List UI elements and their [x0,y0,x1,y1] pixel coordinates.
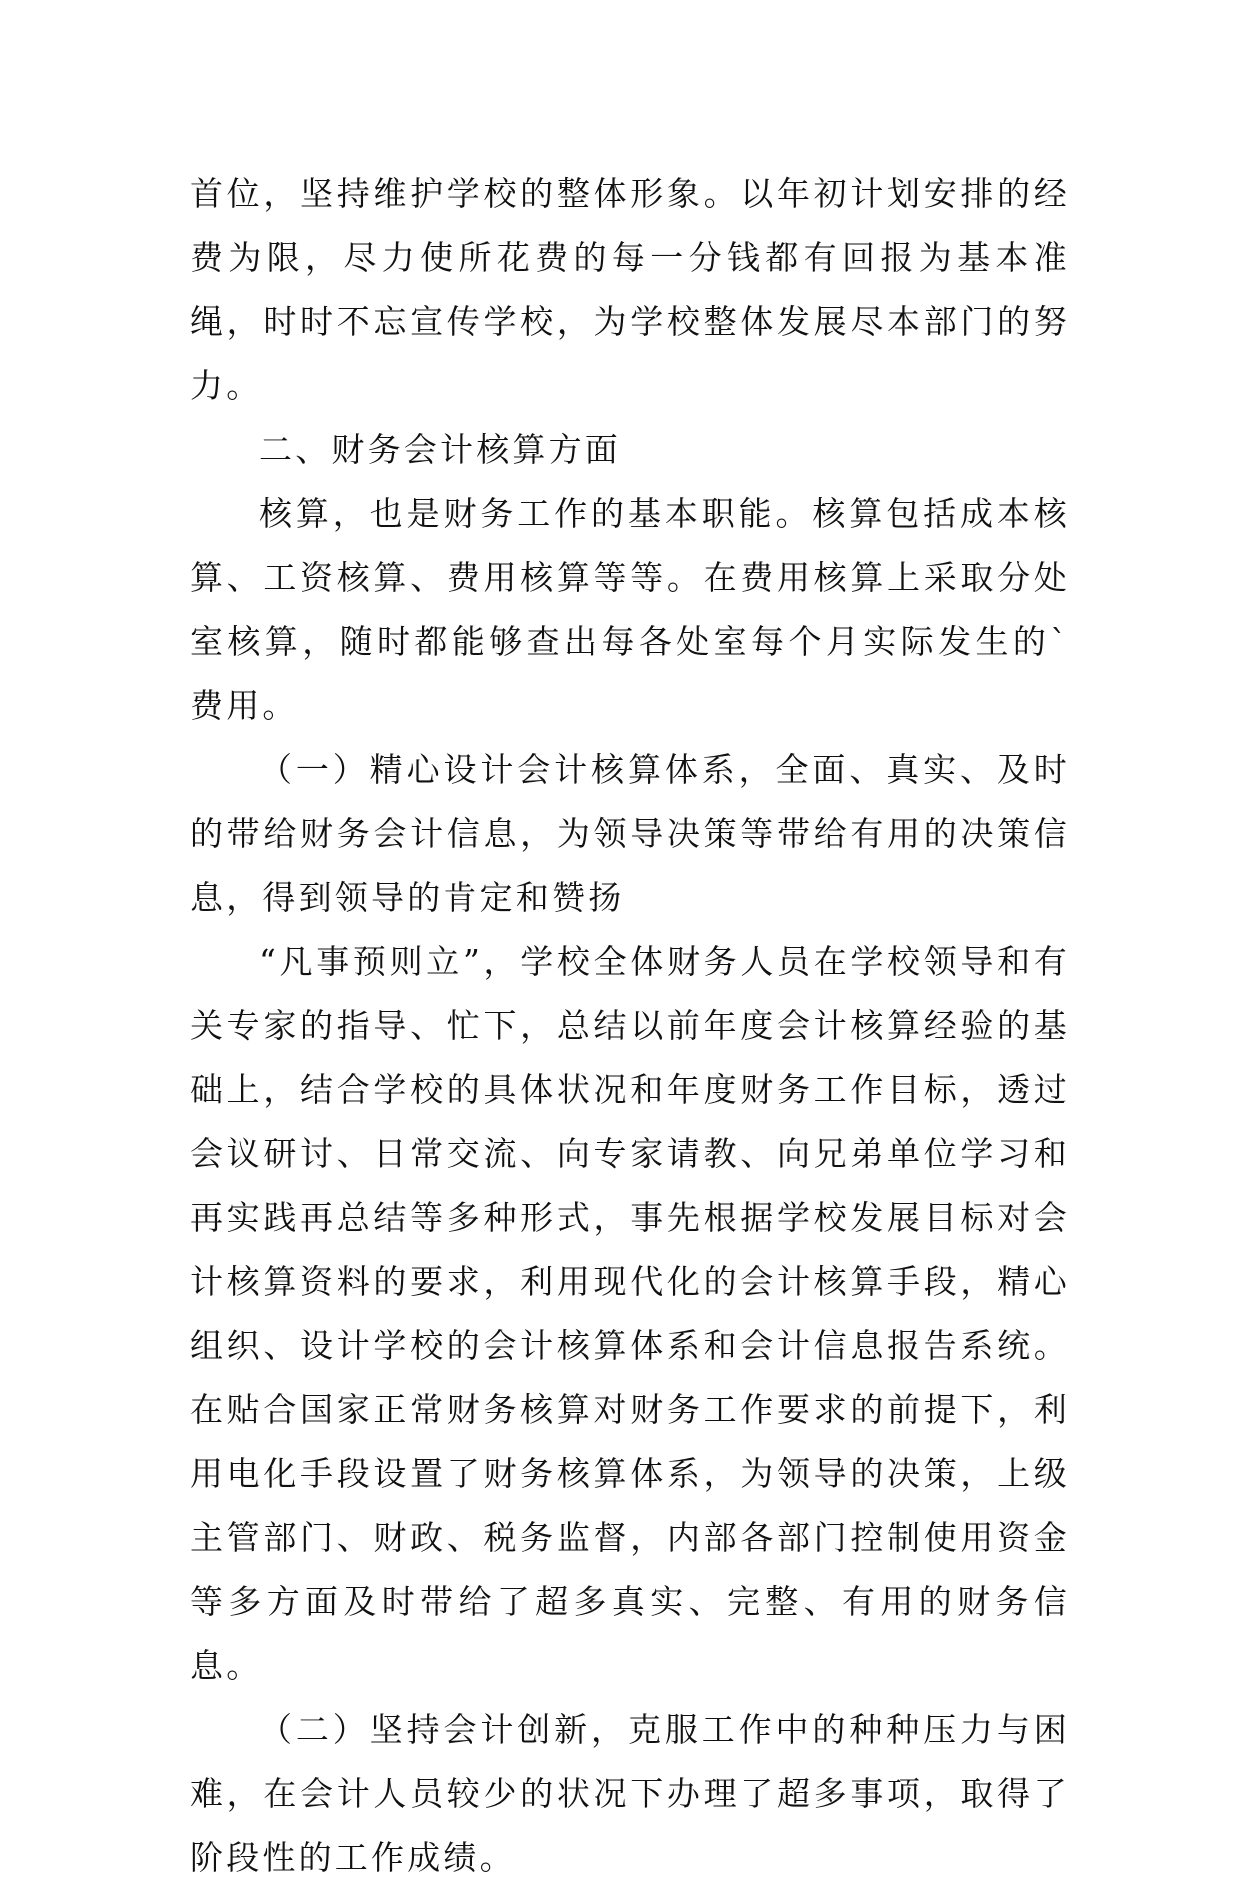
paragraph-intro-continuation: 首位，坚持维护学校的整体形象。以年初计划安排的经费为限，尽力使所花费的每一分钱都有回报为基本准绳，时时不忘宣传学校，为学校整体发展尽本部门的努力。 [190,174,1070,405]
subheading-accounting-innovation: （二）坚持会计创新，克服工作中的种种压力与困难，在会计人员较少的状况下办理了超多事项，取得了阶段性的工作成绩。 [190,1710,1070,1877]
subheading-accounting-system: （一）精心设计会计核算体系，全面、真实、及时的带给财务会计信息，为领导决策等带给有用的决策信息，得到领导的肯定和赞扬 [190,750,1070,917]
paragraph-planning: “凡事预则立”，学校全体财务人员在学校领导和有关专家的指导、忙下，总结以前年度会计核算经验的基础上，结合学校的具体状况和年度财务工作目标，透过会议研讨、日常交流、向专家请教、向兄弟单位学习和再实践再总结等多种形式，事先根据学校发展目标对会计核算资料的要求，利用现代化的会计核算手段，精心组织、设计学校的会计核算体系和会计信息报告系统。在贴合国家正常财务核算对财务工作要求的前提下，利用电化手段设置了财务核算体系，为领导的决策，上级主管部门、财政、税务监督，内部各部门控制使用资金等多方面及时带给了超多真实、完整、有用的财务信息。 [190,942,1070,1685]
section-heading-accounting: 二、财务会计核算方面 [259,430,621,469]
document-body [190,162,1070,1890]
paragraph-accounting-function: 核算，也是财务工作的基本职能。核算包括成本核算、工资核算、费用核算等等。在费用核算上采取分处室核算，随时都能够查出每各处室每个月实际发生的`费用。 [190,494,1070,725]
